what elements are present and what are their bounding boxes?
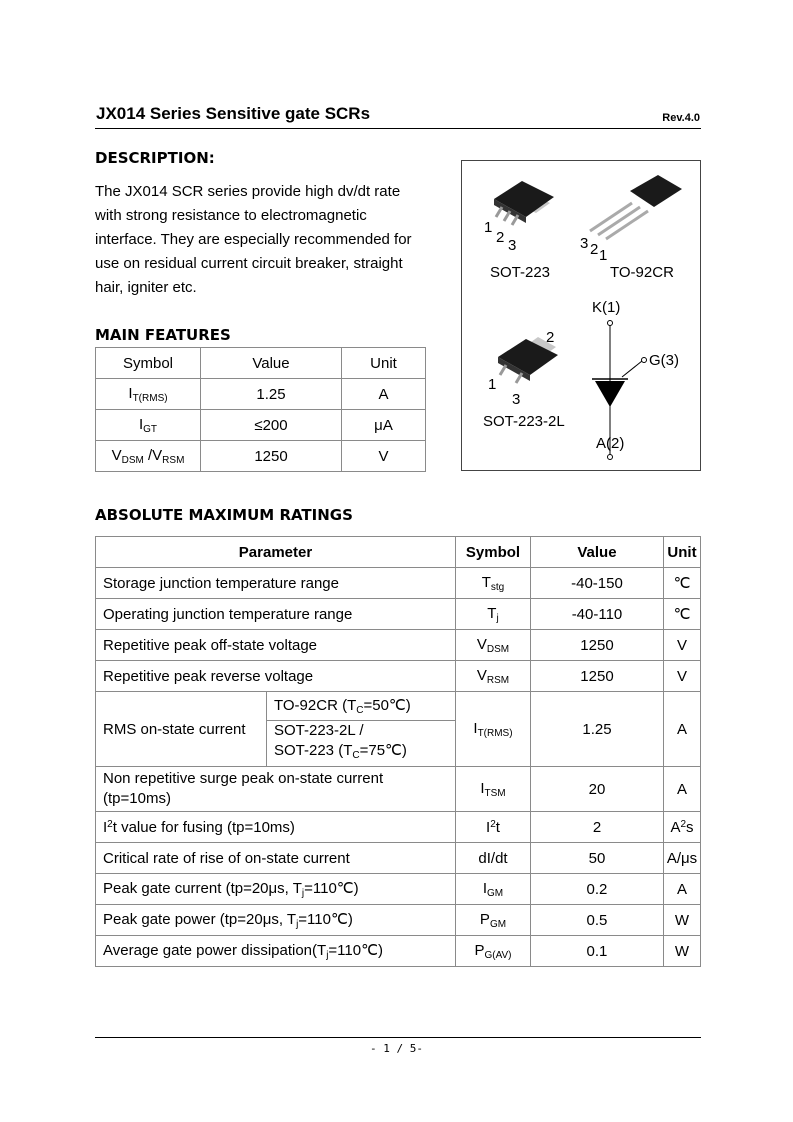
unit-cell: V (663, 630, 700, 661)
value-cell: 1250 (201, 441, 342, 472)
table-row (96, 843, 701, 874)
pin-label: 2 (546, 329, 555, 346)
value-cell: -40-110 (530, 599, 663, 630)
table-row (96, 661, 701, 692)
symbol-cell: dI/dt (455, 843, 530, 874)
header-cell: Value (201, 348, 342, 379)
condition-cell: SOT-223-2L / SOT-223 $(T_C=75℃)$ (267, 721, 456, 767)
ratings-heading: ABSOLUTE MAXIMUM RATINGS (95, 506, 353, 524)
unit-cell: A (663, 692, 700, 767)
package-label-to92cr: TO-92CR (610, 264, 674, 281)
unit-cell: ℃ (663, 599, 700, 630)
table-row (96, 599, 701, 630)
table-row (96, 348, 426, 379)
value-cell: 0.1 (530, 936, 663, 967)
pin-label: 3 (508, 237, 517, 254)
header-cell: Symbol (455, 537, 530, 568)
parameter-cell: Peak gate current (tp=20μs, $T_j=110℃$) (96, 874, 456, 905)
symbol-cell: $I_{GT}$ (96, 410, 201, 441)
table-row (96, 441, 426, 472)
parameter-cell: Non repetitive surge peak on-state current (tp=10ms) (96, 767, 456, 812)
anode-label: A(2) (596, 435, 625, 452)
description-line: hair, igniter etc. (95, 279, 197, 296)
description-heading: DESCRIPTION: (95, 149, 215, 167)
description-line: The JX014 SCR series provide high dv/dt rate (95, 183, 401, 200)
unit-cell: $A^2s$ (663, 812, 700, 843)
value-cell: 20 (530, 767, 663, 812)
header-rule (95, 128, 701, 129)
unit-cell: V (663, 661, 700, 692)
table-row (96, 692, 701, 721)
pin-label: 1 (488, 376, 497, 393)
header-cell: Value (530, 537, 663, 568)
value-cell: 1250 (530, 661, 663, 692)
unit-cell: V (342, 441, 426, 472)
symbol-cell: $I^2t$ (455, 812, 530, 843)
unit-cell: A (663, 767, 700, 812)
package-diagram-box (461, 160, 701, 471)
symbol-cell: $V_{RSM}$ (455, 661, 530, 692)
symbol-cell: $I_{GM}$ (455, 874, 530, 905)
page-number: - 1 / 5- (370, 1042, 423, 1055)
value-cell: 1.25 (201, 379, 342, 410)
header-cell: Symbol (96, 348, 201, 379)
description-line: with strong resistance to electromagnetic (95, 207, 367, 224)
unit-cell: μA (342, 410, 426, 441)
pin-label: 3 (580, 235, 589, 252)
table-row (96, 379, 426, 410)
table-row (96, 568, 701, 599)
ratings-table (95, 536, 701, 967)
parameter-cell: Repetitive peak reverse voltage (96, 661, 456, 692)
unit-cell: A/μs (663, 843, 700, 874)
value-cell: 50 (530, 843, 663, 874)
description-line: interface. They are especially recommended for (95, 231, 412, 248)
description-text (95, 180, 445, 300)
pin-label: 2 (590, 241, 599, 258)
parameter-cell: Repetitive peak off-state voltage (96, 630, 456, 661)
pin-label: 1 (599, 247, 608, 264)
table-row (96, 905, 701, 936)
table-row (96, 812, 701, 843)
parameter-cell: Peak gate power (tp=20μs, $T_j=110℃$) (96, 905, 456, 936)
parameter-cell: Storage junction temperature range (96, 568, 456, 599)
parameter-cell: Average gate power $dissipation(T_j=110℃)$ (96, 936, 456, 967)
symbol-cell: $T_j$ (455, 599, 530, 630)
table-row (96, 936, 701, 967)
unit-cell: A (342, 379, 426, 410)
unit-cell: W (663, 905, 700, 936)
symbol-cell: $P_{G(AV)}$ (455, 936, 530, 967)
symbol-cell: $P_{GM}$ (455, 905, 530, 936)
symbol-cell: $T_{stg}$ (455, 568, 530, 599)
pin-label: 3 (512, 391, 521, 408)
footer-rule (95, 1037, 701, 1038)
features-table (95, 347, 426, 472)
sot223-package-drawing (494, 181, 554, 225)
value-cell: 0.5 (530, 905, 663, 936)
condition-cell: TO-92CR $(T_C=50℃)$ (267, 692, 456, 721)
header-cell: Unit (663, 537, 700, 568)
pin-label: 2 (496, 229, 505, 246)
pin-label: 1 (484, 219, 493, 236)
value-cell: 1.25 (530, 692, 663, 767)
header-cell: Parameter (96, 537, 456, 568)
value-cell: 1250 (530, 630, 663, 661)
gate-label: G(3) (649, 352, 679, 369)
unit-cell: W (663, 936, 700, 967)
unit-cell: ℃ (663, 568, 700, 599)
symbol-cell: $I_{T(RMS)}$ (96, 379, 201, 410)
header-cell: Unit (342, 348, 426, 379)
features-heading: MAIN FEATURES (95, 326, 231, 344)
document-title: JX014 Series Sensitive gate SCRs (96, 104, 371, 123)
revision-label: Rev.4.0 (662, 112, 700, 124)
table-row (96, 410, 426, 441)
symbol-cell: $I_{TSM}$ (455, 767, 530, 812)
parameter-cell: Critical rate of rise of on-state current (96, 843, 456, 874)
package-label-sot2232l: SOT-223-2L (483, 413, 565, 430)
parameter-cell: RMS on-state current (96, 692, 267, 767)
parameter-cell: Operating junction temperature range (96, 599, 456, 630)
symbol-cell: $V_{DSM}$ $/V_{RSM}$ (96, 441, 201, 472)
unit-cell: A (663, 874, 700, 905)
description-line: use on residual current circuit breaker, straight (95, 255, 403, 272)
symbol-cell: $V_{DSM}$ (455, 630, 530, 661)
symbol-cell: $I_{T(RMS)}$ (455, 692, 530, 767)
to92cr-package-drawing (590, 175, 682, 239)
cathode-label: K(1) (592, 299, 621, 316)
value-cell: 2 (530, 812, 663, 843)
parameter-cell: $I^2t$ value for fusing (tp=10ms) (96, 812, 456, 843)
package-label-sot223: SOT-223 (490, 264, 551, 281)
table-row (96, 767, 701, 812)
value-cell: 0.2 (530, 874, 663, 905)
table-row (96, 630, 701, 661)
value-cell: -40-150 (530, 568, 663, 599)
value-cell: ≤200 (201, 410, 342, 441)
table-row (96, 874, 701, 905)
table-row (96, 537, 701, 568)
